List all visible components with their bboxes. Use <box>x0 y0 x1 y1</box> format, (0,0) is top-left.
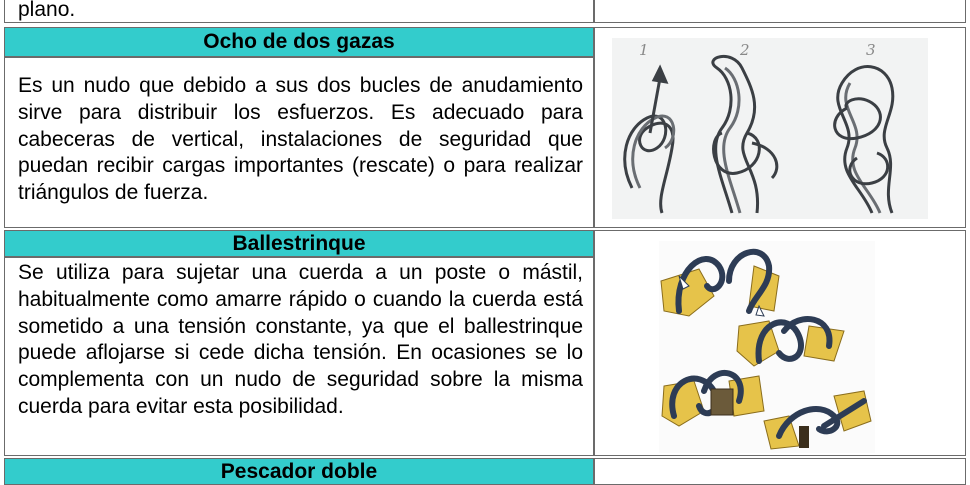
knot-image-cell-ballestrinque <box>594 230 966 456</box>
step-label-3: 3 <box>866 41 876 59</box>
knot-title-ocho-de-dos-gazas: Ocho de dos gazas <box>4 27 594 57</box>
figure-eight-loop-knot-steps-illustration <box>612 38 928 219</box>
clove-hitch-hands-steps-illustration <box>659 241 875 453</box>
description-text: Es un nudo que debido a sus dos bucles de anudamiento sirve para distribuir los esfuerzos. Es adecuado para cabeceras de vertical, instalaciones de seguridad que puedan recibir cargas importantes (rescate) o para realizar triángulos de fuerza. <box>18 74 583 205</box>
knot-title-pescador-doble: Pescador doble <box>4 458 594 485</box>
step-label-2: 2 <box>740 41 750 59</box>
knot-title-ballestrinque: Ballestrinque <box>4 230 594 257</box>
knot-description-ballestrinque <box>4 257 594 456</box>
knot-drawing-icon <box>612 38 928 219</box>
step-label-1: 1 <box>639 41 649 59</box>
knot-image-cell-ocho-de-dos-gazas <box>594 27 966 228</box>
description-text: Se utiliza para sujetar una cuerda a un poste o mástil, habitualmente como amarre rápido o cuando la cuerda está sometido a una tensión constante, ya que el ballestrinque puede aflojarse si cede dicha tensión. En ocasiones se lo complementa con un nudo de seguridad sobre la misma cuerda para evitar esta posibilidad. <box>18 261 583 418</box>
knot-description-ocho-de-dos-gazas <box>4 57 594 228</box>
knot-image-cell-pescador-doble <box>594 458 966 485</box>
hands-rope-drawing-icon <box>659 241 875 453</box>
previous-row-text-cell <box>4 0 594 23</box>
previous-row-tail-text: plano. <box>18 0 76 21</box>
previous-row-image-cell <box>594 0 966 23</box>
